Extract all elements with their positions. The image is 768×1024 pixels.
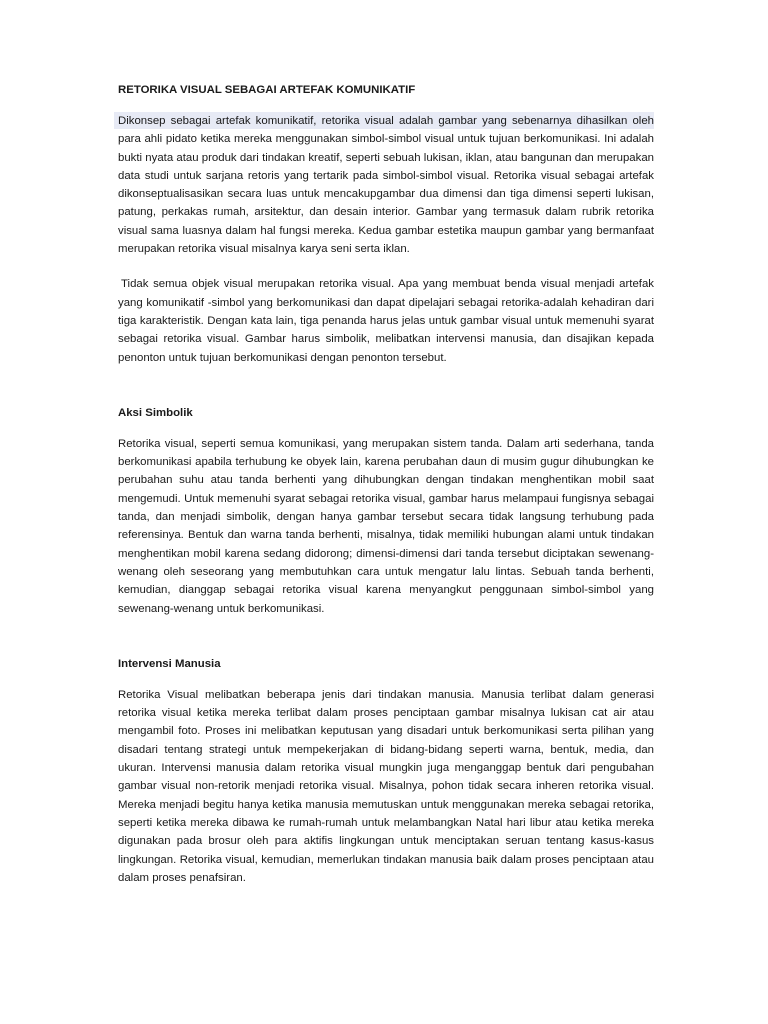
- paragraph-intro[interactable]: Dikonsep sebagai artefak komunikatif, retorika visual adalah gambar yang sebenarnya dihasilkan oleh para ahli pidato ketika mereka menggunakan simbol-simbol visual untuk tujuan berkomunikasi. Ini adalah bukti nyata atau produk dari tindakan kreatif, seperti sebuah lukisan, iklan, atau bangunan dan merupakan data studi untuk sarjana retoris yang tertarik pada simbol-simbol visual. Retorika visual sebagai artefak dikonseptualisasikan secara luas untuk mencakupgambar dua dimensi dan tiga dimensi seperti lukisan, patung, perkakas rumah, arsitektur, dan desain interior. Gambar yang termasuk dalam rubrik retorika visual sama luasnya dalam hal fungsi mereka. Kedua gambar estetika maupun gambar yang bermanfaat merupakan retorika visual misalnya karya seni serta iklan.: [118, 115, 654, 256]
- document-title: RETORIKA VISUAL SEBAGAI ARTEFAK KOMUNIKATIF: [118, 84, 416, 96]
- section-heading-aksi-simbolik: Aksi Simbolik: [118, 406, 193, 419]
- section-heading-intervensi-manusia: Intervensi Manusia: [118, 657, 221, 670]
- section-body-intervensi-manusia[interactable]: Retorika Visual melibatkan beberapa jenis dari tindakan manusia. Manusia terlibat dalam generasi retorika visual ketika mereka terlibat dalam proses penciptaan gambar misalnya lukisan cat air atau mengambil foto. Proses ini melibatkan keputusan yang disadari untuk berkomunikasi serta pilihan yang disadari tentang strategi untuk mempekerjakan di bidang-bidang seperti warna, bentuk, media, dan ukuran. Intervensi manusia dalam retorika visual mungkin juga menganggap bentuk dari pengubahan gambar visual non-retorik menjadi retorika visual. Misalnya, pohon tidak secara inheren retorika visual. Mereka menjadi begitu hanya ketika manusia memutuskan untuk menggunakan mereka sebagai retorika, seperti ketika mereka dibawa ke rumah-rumah untuk melambangkan Natal hari libur atau ketika mereka digunakan pada brosur oleh para aktifis lingkungan untuk menciptakan seruan tentang kasus-kasus lingkungan. Retorika visual, kemudian, memerlukan tindakan manusia baik dalam proses penciptaan atau dalam proses penafsiran.: [118, 688, 654, 884]
- paragraph-characteristics[interactable]: Tidak semua objek visual merupakan retorika visual. Apa yang membuat benda visual menjadi artefak yang komunikatif -simbol yang berkomunikasi dan dapat dipelajari sebagai retorika-adalah kehadiran dari tiga karakteristik. Dengan kata lain, tiga penanda harus jelas untuk gambar visual untuk memenuhi syarat sebagai retorika visual. Gambar harus simbolik, melibatkan intervensi manusia, dan disajikan kepada penonton untuk tujuan berkomunikasi dengan penonton tersebut.: [118, 278, 654, 364]
- section-body-aksi-simbolik[interactable]: Retorika visual, seperti semua komunikasi, yang merupakan sistem tanda. Dalam arti sederhana, tanda berkomunikasi apabila terhubung ke obyek lain, karena perubahan daun di musim gugur dihubungkan ke perubahan suhu atau tanda berhenti yang dihubungkan dengan tindakan menghentikan mobil saat mengemudi. Untuk memenuhi syarat sebagai retorika visual, gambar harus melampaui fungisnya sebagai tanda, dan menjadi simbolik, dengan hanya gambar tersebut secara tidak langsung terhubung pada referensinya. Bentuk dan warna tanda berhenti, misalnya, tidak memiliki hubungan alami untuk tindakan menghentikan mobil karena sedang didorong; dimensi-dimensi dari tanda tersebut diciptakan sewenang-wenang oleh seseorang yang membutuhkan cara untuk mengatur lalu lintas. Sebuah tanda berhenti, kemudian, dianggap sebagai retorika visual karena menyangkut penggunaan simbol-simbol yang sewenang-wenang untuk berkomunikasi.: [118, 437, 654, 615]
